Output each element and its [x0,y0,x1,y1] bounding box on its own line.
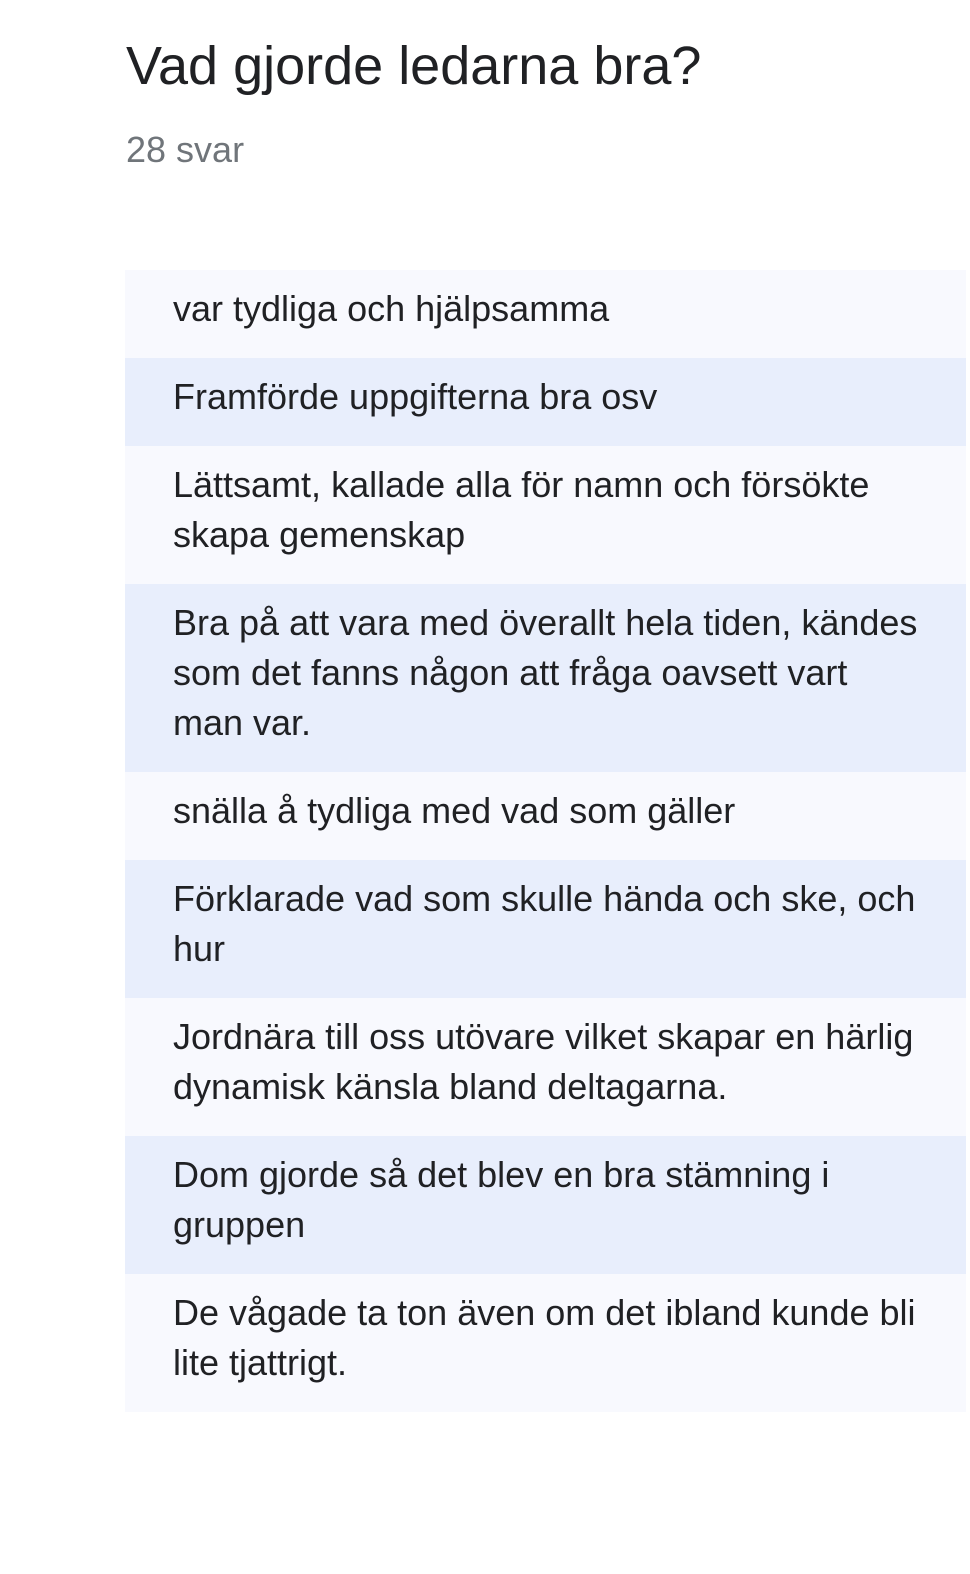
responses-list [125,270,966,1412]
responses-list-scroll-area[interactable] [125,270,966,1466]
response-item: Framförde uppgifterna bra osv [125,358,966,446]
response-item: Bra på att vara med överallt hela tiden, kändes som det fanns någon att fråga oavsett vart man var. [125,584,966,772]
response-item: De vågade ta ton även om det ibland kunde bli lite tjattrigt. [125,1274,966,1412]
response-item: snälla å tydliga med vad som gäller [125,772,966,860]
response-item: Förklarade vad som skulle hända och ske, och hur [125,860,966,998]
question-title: Vad gjorde ledarna bra? [126,36,702,96]
response-count: 28 svar [126,129,245,170]
response-item: Dom gjorde så det blev en bra stämning i gruppen [125,1136,966,1274]
response-item: Lättsamt, kallade alla för namn och försökte skapa gemenskap [125,446,966,584]
response-item: var tydliga och hjälpsamma [125,270,966,358]
response-item: Jordnära till oss utövare vilket skapar en härlig dynamisk känsla bland deltagarna. [125,998,966,1136]
